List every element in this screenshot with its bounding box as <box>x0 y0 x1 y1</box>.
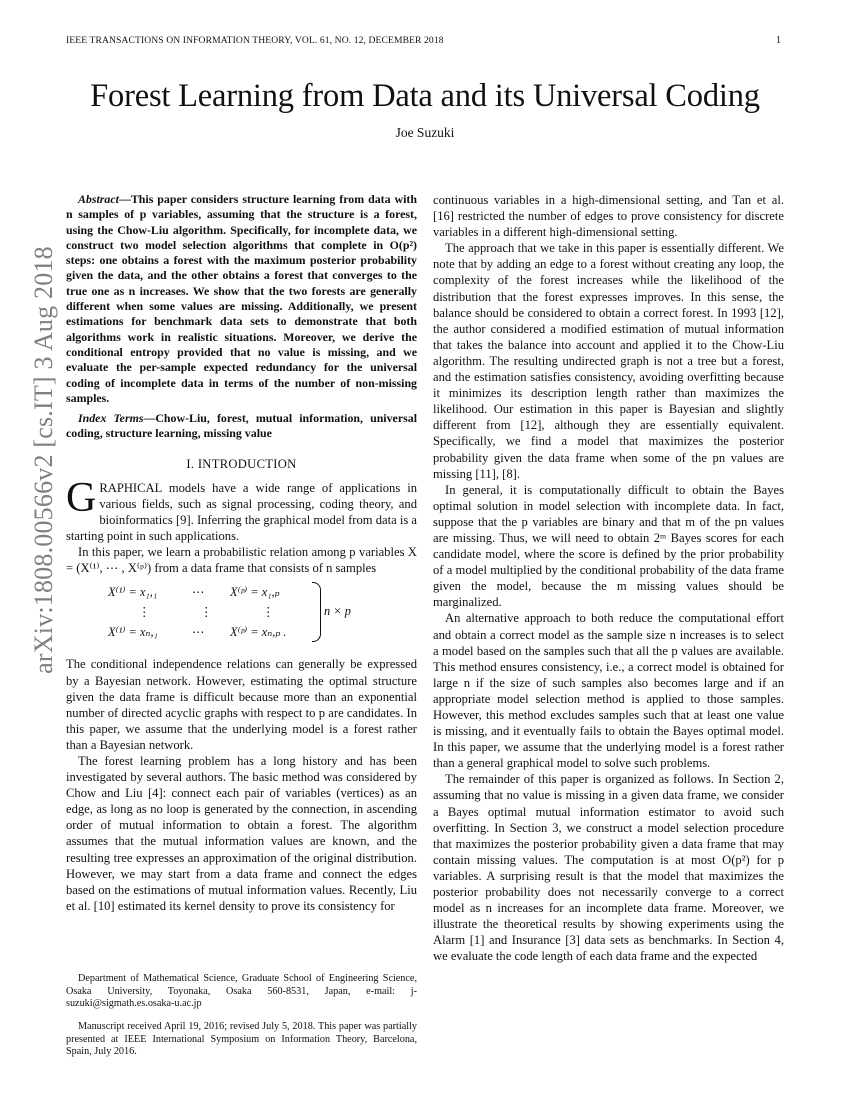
intro-paragraph-4: The forest learning problem has a long history and has been investigated by several authors. The basic method was considered by Chow and Liu [4]: connect each pair of variables (vertices) as an edge, as long as no loop is generated by the connection, in ascending order of mutual information to obtain a forest. The algorithm assumes that the mutual information values are known, and the resulting tree expresses an approximation of the original distribution. However, we may start from a data frame and connect the edges based on the estimations of mutual information values. Recently, Liu et al. [10] estimated its kernel density to prove its consistency for <box>66 753 417 913</box>
eq-r1c3: X⁽ᵖ⁾ = x₁,ₚ <box>230 585 280 600</box>
right-paragraph-1: continuous variables in a high-dimensional setting, and Tan et al. [16] restricted the number of edges to prove consistency for discrete variables in a different high-dimensional setting. <box>433 193 784 240</box>
paper-title: Forest Learning from Data and its Universal Coding <box>90 78 760 114</box>
left-column <box>66 192 417 914</box>
eq-r3c1: X⁽¹⁾ = xₙ,₁ <box>108 625 158 640</box>
eq-r3c2: ⋯ <box>192 625 205 640</box>
intro-paragraph-1 <box>66 474 417 544</box>
page-number: 1 <box>776 35 781 46</box>
right-paragraph-4: An alternative approach to both reduce the computational effort and obtain a correct model as the sample size n increases is to select a model based on the samples such that all the p values are available. This method ensures consistency, i.e., a correct model is obtained for large n if the size of such samples also becomes large and if an appropriate model selection method is applied to those samples. However, this method excludes samples such that at least one value is missing, and it eventually fails to obtain the Bayes optimal model. In this paper, we assume that the underlying model is a forest rather than a general graphical model to solve such problems. <box>433 611 784 771</box>
index-terms <box>66 411 417 442</box>
index-terms-text: —Chow-Liu, forest, mutual information, universal coding, structure learning, missing value <box>66 411 417 441</box>
footnotes <box>66 963 417 1069</box>
eq-r1c1: X⁽¹⁾ = x₁,₁ <box>108 585 158 600</box>
intro-paragraph-2: In this paper, we learn a probabilistic relation among p variables X = (X⁽¹⁾, ⋯ , X⁽ᵖ⁾) from a data frame that consists of n samples <box>66 545 417 576</box>
abstract-lead: Abstract <box>78 192 119 206</box>
author-name: Joe Suzuki <box>395 125 455 140</box>
arxiv-stamp: arXiv:1808.00566v2 [cs.IT] 3 Aug 2018 <box>29 246 58 674</box>
intro-paragraph-3: The conditional independence relations can generally be expressed by a Bayesian network. However, estimating the optimal structure given the data frame is difficult because more than an exponential number of directed acyclic graphs with respect to p are candidates. In this paper, we assume that the underlying model is a forest rather than a Bayesian network. <box>66 657 417 752</box>
intro-paragraph-1-text: RAPHICAL models have a wide range of applications in various fields, such as signal processing, coding theory, and bioinformatics [9]. Inferring the graphical model from data is a starting point in such applications. <box>66 480 417 544</box>
eq-r1c2: ⋯ <box>192 585 205 600</box>
eq-r2c2: ⋮ <box>200 605 213 620</box>
abstract-text: —This paper considers structure learning from data with n samples of p variables, assuming that the structure is a forest, using the Chow-Liu algorithm. Specifically, for incomplete data, we construct two model selection algorithms that complete in O(p²) steps: one obtains a forest with the maximum posterior probability given the data, and the other obtains a forest that converges to the true one as n increases. We show that the two forests are generally different when some values are missing. Additionally, we present estimations for benchmark data sets to demonstrate that both algorithms work in realistic situations. Moreover, we derive the conditional entropy provided that no value is missing, and we evaluate the per-sample expected redundancy for the universal coding of incomplete data in terms of the number of non-missing samples. <box>66 192 417 405</box>
footnote-affiliation: Department of Mathematical Science, Graduate School of Engineering Science, Osaka University, Toyonaka, Osaka 560-8531, Japan, e-mail: j-suzuki@sigmath.es.osaka-u.ac.jp <box>66 973 417 1010</box>
right-paragraph-5: The remainder of this paper is organized as follows. In Section 2, assuming that no value is missing in a given data frame, we consider a Bayes optimal mutual information estimator to avoid such overfitting. In Section 3, we construct a model selection procedure that maximizes the posterior probability given a data frame that may contain missing values. The computation is at most O(p²) for p variables. A surprising result is that the model that maximizes the posterior probability does not necessarily converge to a correct model as n increases for an incomplete data frame. Moreover, we illustrate the theoretical results by showing experiments using the Alarm [1] and Insurance [3] data sets as benchmarks. In Section 4, we evaluate the code length of each data frame and the expected <box>433 772 784 964</box>
running-header: IEEE TRANSACTIONS ON INFORMATION THEORY, VOL. 61, NO. 12, DECEMBER 2018 <box>66 35 444 46</box>
index-terms-lead: Index Terms <box>78 411 144 426</box>
right-brace <box>312 582 321 642</box>
right-paragraph-3: In general, it is computationally difficult to obtain the Bayes optimal solution in model selection with incomplete data. In fact, suppose that the p variables are binary and that m of the pn values are missing. Thus, we will need to obtain 2ᵐ Bayes scores for each candidate model, where the score is defined by the prior probability of a model multiplied by the conditional probability of the data frame given the model, because the m missing values should be marginalized. <box>433 482 784 610</box>
eq-r2c3: ⋮ <box>262 605 275 620</box>
abstract <box>66 192 417 406</box>
eq-r3c3: X⁽ᵖ⁾ = xₙ,ₚ . <box>230 625 287 640</box>
right-paragraph-2: The approach that we take in this paper is essentially different. We note that by adding an edge to a forest without creating any loop, the complexity of the forest increases while the likelihood of the distribution that the forest expresses improves. In this sense, the balance should be considered to obtain a correct forest. In 1993 [12], the author considered a modified estimation of mutual information that takes the balance into account and applied it to the Chow-Liu algorithm. The resulting undirected graph is not a tree but a forest, and the estimation satisfies consistency, avoiding overfitting because it minimizes its description length rather than maximizes the likelihood. Our estimation in this paper is Bayesian and slightly different from [12], although they are essentially equivalent. Specifically, we find a model that maximizes the posterior probability given the data frame when some of the pn values are missing [11], [8]. <box>433 241 784 481</box>
right-column <box>433 192 784 965</box>
footnote-manuscript: Manuscript received April 19, 2016; revised July 5, 2018. This paper was partially presented at IEEE International Symposium on Information Theory, Barcelona, Spain, July 2016. <box>66 1021 417 1058</box>
eq-label: n × p <box>324 604 351 619</box>
eq-r2c1: ⋮ <box>138 605 151 620</box>
data-frame-equation <box>66 582 417 650</box>
dropcap: G <box>66 474 97 521</box>
section-heading: I. INTRODUCTION <box>186 456 297 471</box>
